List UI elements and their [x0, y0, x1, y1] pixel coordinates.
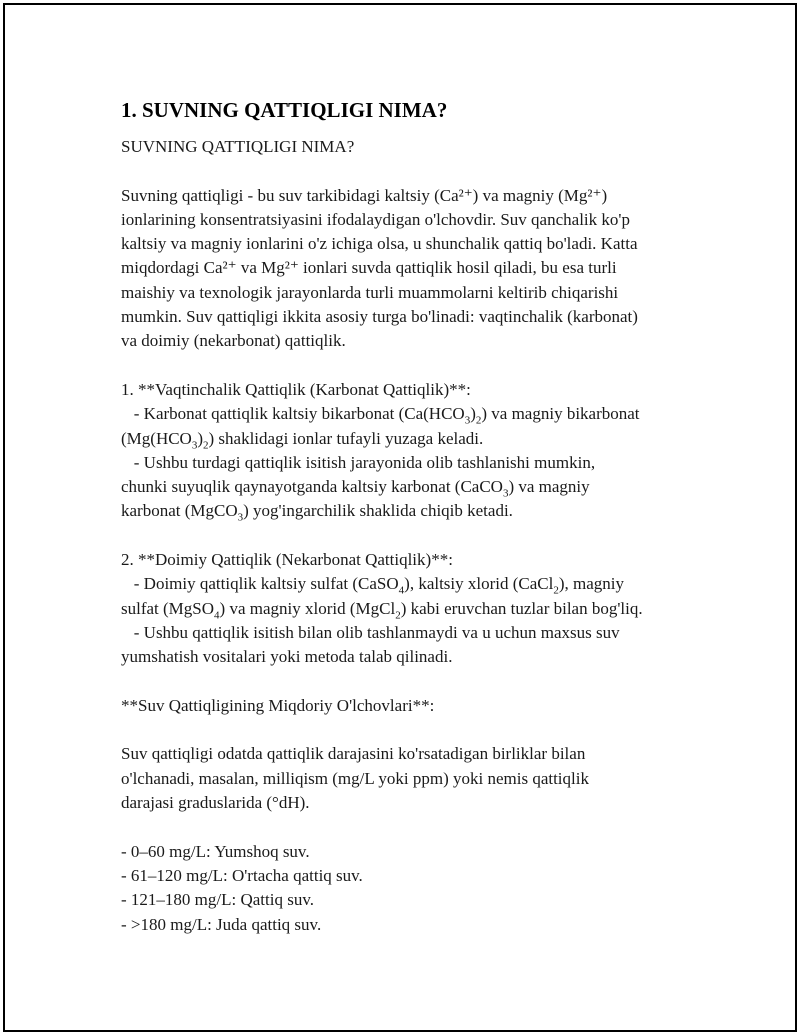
list-item: - 121–180 mg/L: Qattiq suv.: [121, 890, 314, 910]
list-item: - >180 mg/L: Juda qattiq suv.: [121, 914, 322, 934]
section-heading: 1. **Vaqtinchalik Qattiqlik (Karbonat Qattiqlik)**:: [121, 379, 471, 399]
subtitle: SUVNING QATTIQLIGI NIMA?: [121, 137, 355, 156]
intro-paragraph: [121, 184, 701, 354]
section-line: chunki suyuqlik qaynayotganda kaltsiy karbonat (CaCO$_3$) va magniy: [121, 477, 590, 500]
intro-line: ionlarining konsentratsiyasini ifodalaydigan o'lchovdir. Suv qanchalik ko'p: [121, 209, 630, 229]
section-line: - Ushbu turdagi qattiqlik isitish jarayonida olib tashlanishi mumkin,: [121, 452, 596, 472]
document-page: [3, 3, 797, 1032]
measures-line: o'lchanadi, masalan, milliqism (mg/L yoki ppm) yoki nemis qattiqlik: [121, 768, 589, 788]
intro-line: va doimiy (nekarbonat) qattiqlik.: [121, 331, 346, 351]
section-line: karbonat (MgCO$_3$) yog'ingarchilik shaklida chiqib ketadi.: [121, 501, 513, 524]
section-line: yumshatish vositalari yoki metoda talab qilinadi.: [121, 647, 453, 667]
section-line: $(Mg(HCO_3)_2)$ shaklidagi ionlar tufayli yuzaga keladi.: [121, 428, 484, 451]
section-line: - Doimiy qattiqlik kaltsiy sulfat (CaSO$_4$), kaltsiy xlorid (CaCl$_2$), magniy: [121, 574, 625, 597]
section-line: - Karbonat qattiqlik kaltsiy bikarbonat $(Ca(HCO_3)_2)$ va magniy bikarbonat: [121, 404, 640, 427]
section-temporary-hardness: [121, 378, 701, 524]
document-body: [121, 95, 701, 937]
measures-paragraph: [121, 742, 701, 815]
measures-line: darajasi graduslarida (°dH).: [121, 793, 310, 813]
measures-line: Suv qattiqligi odatda qattiqlik darajasini ko'rsatadigan birliklar bilan: [121, 744, 586, 764]
page-title: 1. SUVNING QATTIQLIGI NIMA?: [121, 98, 448, 122]
measures-heading: **Suv Qattiqligining Miqdoriy O'lchovlari**:: [121, 695, 435, 715]
intro-line: miqdordagi Ca²⁺ va Mg²⁺ ionlari suvda qattiqlik hosil qiladi, bu esa turli: [121, 258, 617, 278]
section-line: - Ushbu qattiqlik isitish bilan olib tashlanmaydi va u uchun maxsus suv: [121, 622, 620, 642]
section-heading: 2. **Doimiy Qattiqlik (Nekarbonat Qattiqlik)**:: [121, 550, 453, 570]
intro-line: maishiy va texnologik jarayonlarda turli muammolarni keltirib chiqarishi: [121, 282, 619, 302]
section-line: sulfat (MgSO$_4$) va magniy xlorid (MgCl$_2$) kabi eruvchan tuzlar bilan bog'liq.: [121, 598, 643, 622]
list-item: - 61–120 mg/L: O'rtacha qattiq suv.: [121, 865, 363, 885]
section-permanent-hardness: [121, 548, 701, 669]
intro-line: kaltsiy va magniy ionlarini o'z ichiga olsa, u shunchalik qattiq bo'ladi. Katta: [121, 234, 638, 254]
hardness-ranges-list: [121, 840, 701, 937]
intro-line: mumkin. Suv qattiqligi ikkita asosiy turga bo'linadi: vaqtinchalik (karbonat): [121, 307, 638, 327]
list-item: - 0–60 mg/L: Yumshoq suv.: [121, 841, 310, 861]
intro-line: Suvning qattiqligi - bu suv tarkibidagi kaltsiy (Ca²⁺) va magniy (Mg²⁺): [121, 185, 608, 205]
